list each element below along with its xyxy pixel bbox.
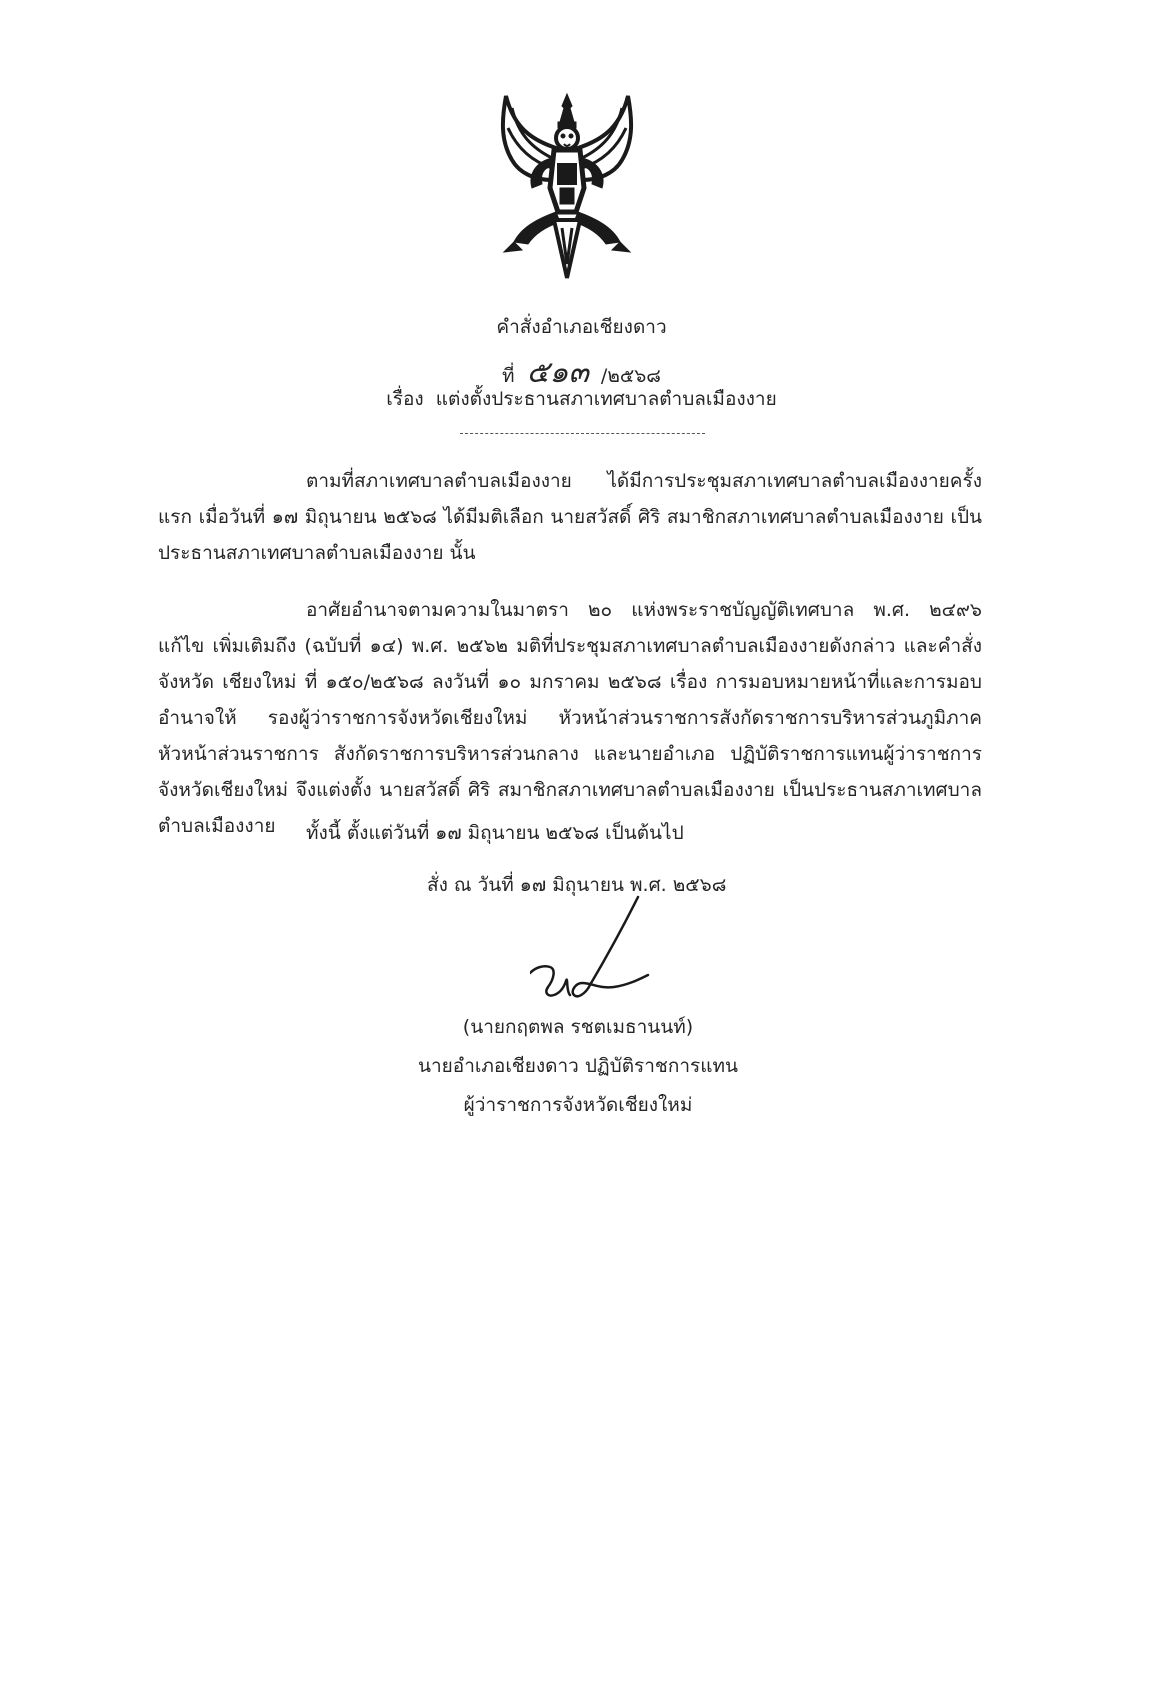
subject-label: เรื่อง: [386, 388, 424, 410]
signer-name: (นายกฤตพล รชตเมธานนท์): [462, 1016, 694, 1038]
garuda-emblem-icon: [492, 88, 642, 280]
handwritten-number: ๕๑๓: [526, 355, 589, 390]
paragraph-1: ตามที่สภาเทศบาลตำบลเมืองงาย ได้มีการประชุมสภาเทศบาลตำบลเมืองงายครั้งแรก เมื่อวันที่ ๑๗ มิถุนายน ๒๕๖๘ ได้มีมติเลือก นายสวัสดิ์ ศิริ สมาชิกสภาเทศบาลตำบลเมืองงาย เป็นประธานสภาเทศบาลตำบลเมืองงาย นั้น: [158, 470, 982, 564]
number-prefix: ที่: [502, 365, 515, 387]
number-suffix: /๒๕๖๘: [600, 365, 661, 387]
subject-text: แต่งตั้งประธานสภาเทศบาลตำบลเมืองงาย: [435, 388, 777, 410]
signer-position: นายอำเภอเชียงดาว ปฏิบัติราชการแทน: [418, 1055, 738, 1077]
handwritten-signature-icon: [530, 895, 660, 1005]
subject-line: [0, 384, 1163, 414]
paragraph-2: อาศัยอำนาจตามความในมาตรา ๒๐ แห่งพระราชบัญญัติเทศบาล พ.ศ. ๒๔๙๖ แก้ไข เพิ่มเติมถึง (ฉบับที่ ๑๔) พ.ศ. ๒๕๖๒ มติที่ประชุมสภาเทศบาลตำบลเมืองงายดังกล่าว และคำสั่งจังหวัด เชียงใหม่ ที่ ๑๕๐/๒๕๖๘ ลงวันที่ ๑๐ มกราคม ๒๕๖๘ เรื่อง การมอบหมายหน้าที่และการมอบอำนาจให้ รองผู้ว่าราชการจังหวัดเชียงใหม่ หัวหน้าส่วนราชการสังกัดราชการบริหารส่วนภูมิภาค หัวหน้าส่วนราชการ สังกัดราชการบริหารส่วนกลาง และนายอำเภอ ปฏิบัติราชการแทนผู้ว่าราชการจังหวัดเชียงใหม่ จึงแต่งตั้ง นายสวัสดิ์ ศิริ สมาชิกสภาเทศบาลตำบลเมืองงาย เป็นประธานสภาเทศบาลตำบลเมืองงาย: [158, 599, 982, 837]
effective-date-line: ทั้งนี้ ตั้งแต่วันที่ ๑๗ มิถุนายน ๒๕๖๘ เป็นต้นไป: [306, 822, 684, 844]
signature-block: [395, 1008, 761, 1125]
signer-acting-for: ผู้ว่าราชการจังหวัดเชียงใหม่: [463, 1094, 693, 1116]
dashed-divider: [460, 433, 705, 434]
order-date-line: สั่ง ณ วันที่ ๑๗ มิถุนายน พ.ศ. ๒๕๖๘: [427, 874, 727, 896]
document-title: คำสั่งอำเภอเชียงดาว: [496, 316, 667, 338]
